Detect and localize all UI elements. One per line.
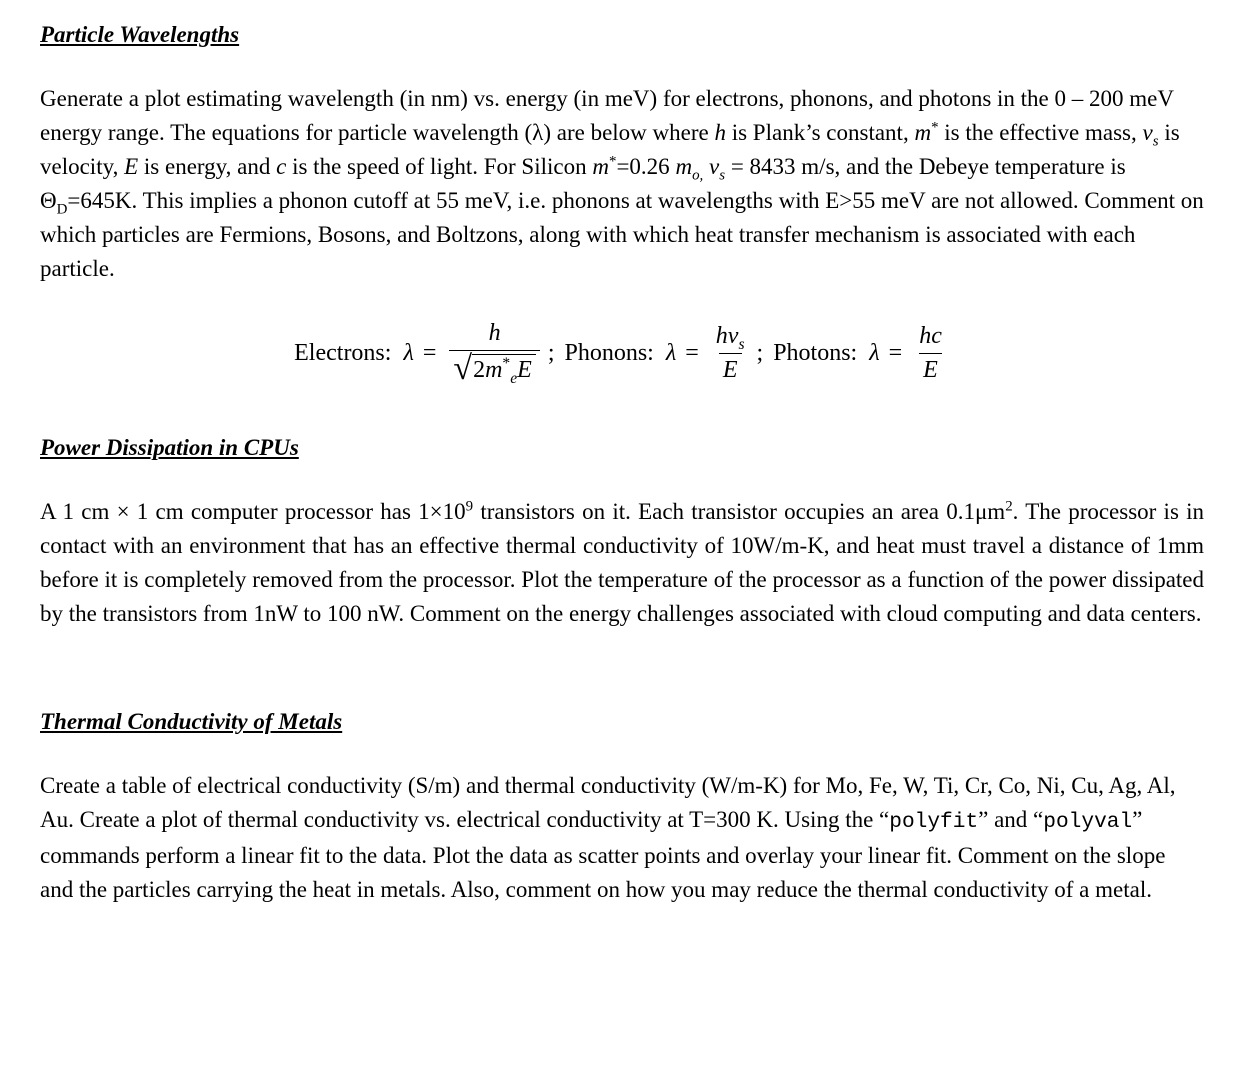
electron-radicand: $2m^*_eE$	[472, 354, 536, 384]
photon-wavelength-fraction	[915, 323, 946, 384]
electron-wavelength-fraction	[449, 320, 539, 387]
heading-thermal-conductivity: Thermal Conductivity of Metals	[40, 709, 343, 734]
lambda-symbol: λ	[665, 340, 677, 366]
square-root-expression	[453, 350, 535, 387]
separator-semicolon: ;	[547, 340, 555, 366]
equals-sign: =	[422, 340, 437, 366]
phonon-fraction-denominator: E	[719, 353, 742, 384]
section-spacer	[40, 631, 1204, 709]
heading-particle-wavelengths: Particle Wavelengths	[40, 22, 240, 47]
equals-sign: =	[685, 340, 699, 366]
power-dissipation-paragraph: A 1 cm × 1 cm computer processor has $1\times 10^9$ transistors on it. Each transistor occupies an area $0.1\mu m^2$. The processor is in contact with an environment that has an effective thermal conductivity of 10W/m-K, and heat must travel a distance of 1mm before it is completely removed from the processor. Plot the temperature of the processor as a function of the power dissipated by the transistors from 1nW to 100 nW. Comment on the energy challenges associated with cloud computing and data centers.	[40, 498, 1205, 626]
electron-fraction-numerator: h	[488, 320, 501, 346]
section-power-dissipation	[40, 435, 1204, 631]
sqrt-sign: √	[453, 350, 473, 387]
heading-power-dissipation: Power Dissipation in CPUs	[40, 435, 299, 460]
phonon-wavelength-fraction	[712, 323, 749, 384]
thermal-conductivity-paragraph: Create a table of electrical conductivity (S/m) and thermal conductivity (W/m-K) for Mo, Fe, W, Ti, Cr, Co, Ni, Cu, Ag, Al, Au. Create a plot of thermal conductivity vs. electrical conductivity at T=300 K. Using the “polyfit” and “polyval” commands perform a linear fit to the data. Plot the data as scatter points and overlay your linear fit. Comment on the slope and the particles carrying the heat in metals. Also, comment on how you may reduce the thermal conductivity of a metal.	[40, 773, 1176, 902]
separator-semicolon: ;	[756, 340, 764, 366]
photon-fraction-numerator: hc	[919, 323, 942, 349]
photon-fraction-denominator: E	[919, 353, 942, 384]
section-particle-wavelengths	[40, 22, 1204, 387]
lambda-symbol: λ	[869, 340, 880, 366]
lambda-symbol: λ	[403, 340, 414, 366]
electron-fraction-denominator	[449, 350, 539, 387]
wavelength-equations	[40, 320, 1204, 387]
phonon-fraction-numerator: $hv_s$	[715, 323, 745, 353]
photons-equation-label: Photons:	[773, 340, 858, 366]
phonons-equation-label: Phonons:	[564, 340, 654, 366]
particle-wavelengths-paragraph: Generate a plot estimating wavelength (in nm) vs. energy (in meV) for electrons, phonons, and photons in the 0 – 200 meV energy range. The equations for particle wavelength (λ) are below where h is Plank’s constant, m* is the effective mass, $v_s$ is velocity, E is energy, and c is the speed of light. For Silicon m*=0.26 $m_{o,}$ $v_s = 8433$ m/s, and the Debeye temperature is $\Theta_D=645K$. This implies a phonon cutoff at 55 meV, i.e. phonons at wavelengths with E>55 meV are not allowed. Comment on which particles are Fermions, Bosons, and Boltzons, along with which heat transfer mechanism is associated with each particle.	[40, 86, 1204, 281]
section-thermal-conductivity	[40, 709, 1204, 907]
electrons-equation-label: Electrons:	[294, 340, 392, 366]
equals-sign: =	[888, 340, 903, 366]
